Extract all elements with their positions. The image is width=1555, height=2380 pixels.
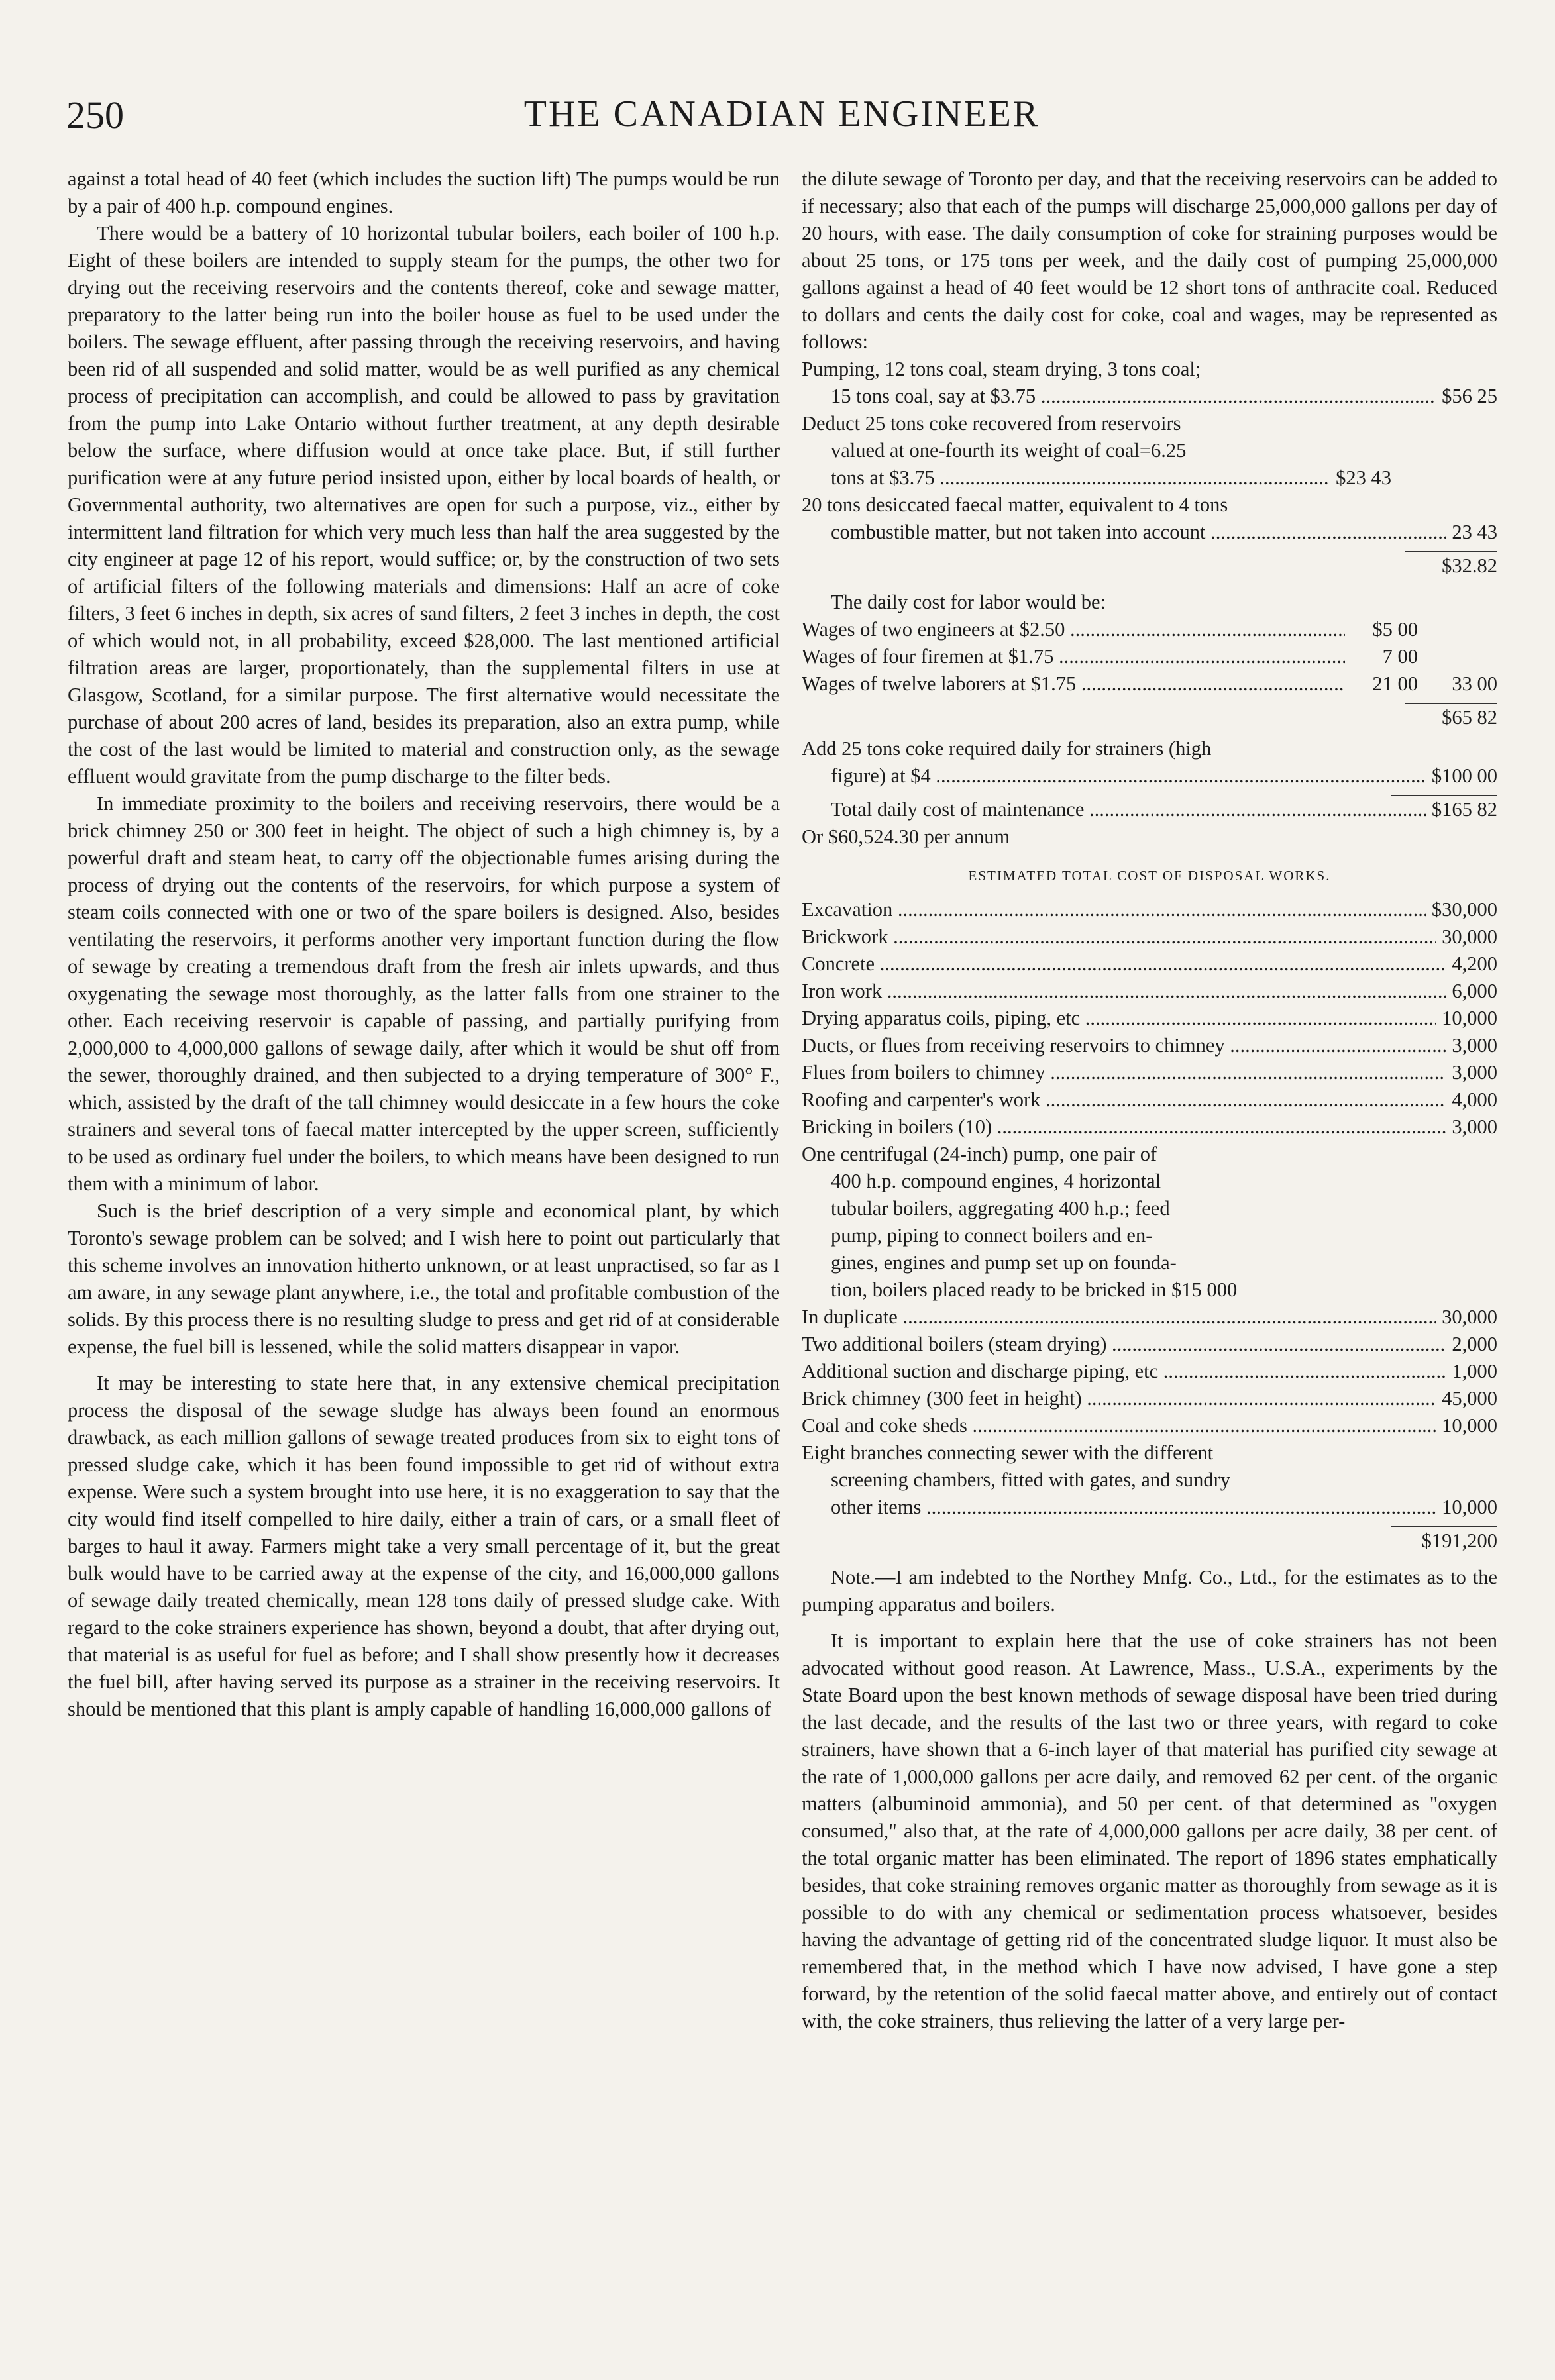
annual-cost: Or $60,524.30 per annum <box>802 825 1010 848</box>
labor-table <box>802 616 1497 731</box>
paragraph: In immediate proximity to the boilers and receiving reservoirs, there would be a brick chimney 250 or 300 feet in height. The object of such a high chimney is, by a powerful draft and steam heat, to carry off the objectionable fumes arising during the process of drying out the contents of the reservoirs, for which purpose a system of steam coils connected with one or two of the spare boilers is designed. Also, besides ventilating the reservoirs, it performs another very important function during the flow of sewage by creating a tremendous draft from the fresh air inlets upwards, and thus oxygenating the sewage most thoroughly, as the latter falls from one strainer to the other. Each receiving reservoir is capable of passing, and partially purifying from 2,000,000 to 4,000,000 gallons of sewage daily, after which it would be shut off from the sewer, thoroughly drained, and then subjected to a drying temperature of 300° F., which, assisted by the draft of the tall chimney would desiccate in a few hours the coke strainers and several tons of faecal matter intercepted by the upper screen, sufficiently to be used as ordinary fuel under the boilers, to which means have been designed to run them with a minimum of labor. <box>68 792 780 1195</box>
estimate-label: Excavation <box>802 898 893 921</box>
labor-line-label: Wages of four firemen at $1.75 <box>802 645 1054 668</box>
cost-line-amount: 23 43 <box>1452 521 1497 543</box>
estimate-label: Brick chimney (300 feet in height) <box>802 1387 1082 1410</box>
subtotal: $65 82 <box>1442 706 1497 729</box>
labor-line <box>802 616 1497 643</box>
estimate-label: Coal and coke sheds <box>802 1414 967 1437</box>
estimate-table <box>802 896 1497 1555</box>
estimate-row <box>802 1331 1497 1358</box>
estimate-label: Concrete <box>802 953 875 975</box>
strainers-line-label: figure) at $4 <box>831 764 931 787</box>
estimate-amount: $30,000 <box>1431 898 1497 921</box>
total-line <box>802 796 1497 823</box>
estimate-amount: 45,000 <box>1442 1387 1497 1410</box>
estimate-amount: 3,000 <box>1452 1115 1497 1138</box>
strainers-line-label: Add 25 tons coke required daily for strainers (high <box>802 737 1212 760</box>
paragraph: against a total head of 40 feet (which includes the suction lift) The pumps would be run by a pair of 400 h.p. compound engines. <box>68 168 780 217</box>
journal-title: THE CANADIAN ENGINEER <box>523 93 1040 134</box>
cost-line <box>802 464 1497 492</box>
estimate-amount: 10,000 <box>1442 1496 1497 1518</box>
grand-total: $191,200 <box>1421 1529 1497 1552</box>
strainers-line-amount: $100 00 <box>1431 764 1497 787</box>
page-number: 250 <box>66 93 124 136</box>
cost-line-label: valued at one-fourth its weight of coal=6.25 <box>831 439 1187 462</box>
labor-line-label: Wages of two engineers at $2.50 <box>802 618 1065 641</box>
cost-line-label: 15 tons coal, say at $3.75 <box>831 385 1036 407</box>
estimate-row <box>802 1494 1497 1521</box>
labor-intro: The daily cost for labor would be: <box>831 591 1106 613</box>
estimate-label: Additional suction and discharge piping, etc <box>802 1360 1159 1382</box>
estimate-label: Two additional boilers (steam drying) <box>802 1333 1107 1355</box>
estimate-label: Iron work <box>802 980 883 1002</box>
estimate-row <box>802 1059 1497 1086</box>
pump-item-line: tion, boilers placed ready to be bricked in $15 000 <box>831 1278 1238 1301</box>
estimate-row <box>802 1005 1497 1032</box>
subtotal: $32.82 <box>1442 554 1497 577</box>
estimate-row <box>802 978 1497 1005</box>
labor-line-amount: $5 00 <box>1372 618 1418 641</box>
estimate-row <box>802 923 1497 951</box>
labor-line <box>802 643 1497 670</box>
cost-line-label: combustible matter, but not taken into account <box>831 521 1206 543</box>
estimate-amount: 3,000 <box>1452 1034 1497 1057</box>
estimate-amount: 1,000 <box>1452 1360 1497 1382</box>
cost-table <box>802 356 1497 580</box>
estimate-label: Brickwork <box>802 925 888 948</box>
estimate-amount: 2,000 <box>1452 1333 1497 1355</box>
estimate-amount: 6,000 <box>1452 980 1497 1002</box>
labor-line-label: Wages of twelve laborers at $1.75 <box>802 672 1077 695</box>
estimate-label: Drying apparatus coils, piping, etc <box>802 1007 1081 1029</box>
page-header <box>66 93 1497 146</box>
labor-line-amount: 21 00 <box>1372 672 1418 695</box>
estimate-row <box>802 1113 1497 1141</box>
pump-item-line: pump, piping to connect boilers and en- <box>831 1224 1153 1247</box>
estimate-amount: 3,000 <box>1452 1061 1497 1084</box>
pump-item-line: tubular boilers, aggregating 400 h.p.; feed <box>831 1197 1170 1219</box>
cost-line <box>802 383 1497 410</box>
estimate-row <box>802 1032 1497 1059</box>
estimate-amount: 10,000 <box>1442 1414 1497 1437</box>
estimate-amount: 30,000 <box>1442 925 1497 948</box>
estimate-amount: 30,000 <box>1442 1306 1497 1328</box>
estimate-amount: 4,000 <box>1452 1088 1497 1111</box>
cost-line-label: tons at $3.75 <box>831 466 935 489</box>
cost-line-label: Deduct 25 tons coke recovered from reservoirs <box>802 412 1181 435</box>
estimate-row <box>802 1086 1497 1113</box>
estimate-title: ESTIMATED TOTAL COST OF DISPOSAL WORKS. <box>968 868 1331 884</box>
right-column <box>802 166 1497 2035</box>
cost-line <box>802 519 1497 546</box>
pump-item-line: gines, engines and pump set up on founda- <box>831 1251 1177 1274</box>
estimate-row <box>802 1358 1497 1385</box>
estimate-label: Ducts, or flues from receiving reservoirs to chimney <box>802 1034 1225 1057</box>
estimate-amount: 4,200 <box>1452 953 1497 975</box>
strainers-line <box>802 762 1497 790</box>
closing-paragraph: It is important to explain here that the use of coke strainers has not been advocated without good reason. At Lawrence, Mass., U.S.A., experiments by the State Board upon the best known methods of sewage disposal have been tried during the last decade, and the results of the last two or three years, with regard to coke strainers, have shown that a 6-inch layer of that material has purified city sewage at the rate of 1,000,000 gallons per acre daily, and removed 62 per cent. of the organic matters (albuminoid ammonia), and 50 per cent. of that determined as "oxygen consumed," also that, at the rate of 4,000,000 gallons per acre daily, 38 per cent. of the total organic matter has been eliminated. The report of 1896 states emphatically besides, that coke straining removes organic matter as thoroughly from sewage as it is possible to do with any chemical or sedimentation process whatsoever, besides having the advantage of getting rid of the concentrated sludge liquor. It must also be remembered that, in the method which I have now advised, I have gone a step forward, by the retention of the solid faecal matter above, and entirely out of contact with, the coke strainers, thus relieving the latter of a very large per- <box>802 1630 1497 2032</box>
cost-line-amount: $23 43 <box>1336 466 1391 489</box>
estimate-label: In duplicate <box>802 1306 898 1328</box>
pump-item-line: One centrifugal (24-inch) pump, one pair of <box>802 1143 1157 1165</box>
labor-line <box>802 670 1497 698</box>
estimate-row <box>802 1385 1497 1412</box>
branches-line: screening chambers, fitted with gates, and sundry <box>831 1469 1231 1491</box>
pump-item <box>802 1141 1497 1304</box>
estimate-label: Bricking in boilers (10) <box>802 1115 992 1138</box>
labor-line-amount: 7 00 <box>1382 645 1418 668</box>
total-amount: $165 82 <box>1431 798 1497 821</box>
estimate-row <box>802 1412 1497 1439</box>
paragraph: Such is the brief description of a very simple and economical plant, by which Toronto's sewage problem can be solved; and I wish here to point out particularly that this scheme involves an innovation hitherto unknown, or at least unpractised, so far as I am aware, in any sewage plant anywhere, i.e., the total and profitable combustion of the solids. By this process there is no resulting sludge to press and get rid of at considerable expense, the fuel bill is lessened, while the solid matters disappear in vapor. <box>68 1200 780 1358</box>
estimate-row <box>802 896 1497 923</box>
intro-paragraph: the dilute sewage of Toronto per day, and that the receiving reservoirs can be added to if necessary; also that each of the pumps will discharge 25,000,000 gallons per day of 20 hours, with ease. The daily consumption of coke for straining purposes would be about 25 tons, or 175 tons per week, and the daily cost of pumping 25,000,000 gallons against a head of 40 feet would be 12 short tons of anthracite coal. Reduced to dollars and cents the daily cost for coke, coal and wages, may be represented as follows: <box>802 168 1497 353</box>
estimate-label: Roofing and carpenter's work <box>802 1088 1041 1111</box>
paragraph: There would be a battery of 10 horizontal tubular boilers, each boiler of 100 h.p. Eight of these boilers are intended to supply steam for the pumps, the other two for drying out the receiving reservoirs and the contents thereof, coke and sewage matter, preparatory to the latter being run into the boiler house as fuel to be used under the boilers. The sewage effluent, after passing through the receiving reservoirs, and having been rid of all suspended and solid matter, would be as well purified as any chemical process of precipitation can accomplish, and could be allowed to pass by gravitation from the pump into Lake Ontario without further treatment, at any depth desirable below the surface, where diffusion would at once take place. But, if still further purification were at any future period insisted upon, either by local boards of health, or Governmental authority, two alternatives are open for such a purpose, viz., either by intermittent land filtration for which very much less than half the area suggested by the city engineer at page 12 of his report, would suffice; or, by the construction of two sets of artificial filters of the following materials and dimensions: Half an acre of coke filters, 3 feet 6 inches in depth, six acres of sand filters, 2 feet 3 inches in depth, the cost of which would not, in all probability, exceed $28,000. The last mentioned artificial filtration areas are larger, proportionately, than the supplemental filters in use at Glasgow, Scotland, for a similar purpose. The first alternative would necessitate the purchase of about 200 acres of land, besides its preparation, also an extra pump, while the cost of the last would be limited to material and construction only, as the sewage effluent would gravitate from the pump discharge to the filter beds. <box>68 222 780 788</box>
branches-line: other items <box>831 1496 922 1518</box>
cost-line-amount: $56 25 <box>1442 385 1497 407</box>
total-label: Total daily cost of maintenance <box>831 798 1085 821</box>
labor-line-total: 33 00 <box>1452 672 1497 695</box>
branches-line: Eight branches connecting sewer with the different <box>802 1441 1214 1464</box>
estimate-row <box>802 1304 1497 1331</box>
pump-item-line: 400 h.p. compound engines, 4 horizontal <box>831 1170 1161 1192</box>
cost-line-label: Pumping, 12 tons coal, steam drying, 3 tons coal; <box>802 358 1201 380</box>
note-paragraph: Note.—I am indebted to the Northey Mnfg. Co., Ltd., for the estimates as to the pumping apparatus and boilers. <box>802 1566 1497 1616</box>
cost-line-label: 20 tons desiccated faecal matter, equivalent to 4 tons <box>802 493 1228 516</box>
estimate-row <box>802 951 1497 978</box>
paragraph: It may be interesting to state here that, in any extensive chemical precipitation process the disposal of the sewage sludge has always been found an enormous drawback, as each million gallons of sewage treated produces from six to eight tons of pressed sludge cake, which it has been found impossible to get rid of without extra expense. Were such a system brought into use here, it is no exaggeration to say that the city would find itself compelled to hire daily, either a train of cars, or a small fleet of barges to haul it away. Farmers might take a very small percentage of it, but the great bulk would have to be carried away at the expense of the city, and 16,000,000 gallons of sewage daily treated chemically, mean 128 tons daily of pressed sludge cake. With regard to the coke strainers experience has shown, beyond a doubt, that after drying out, that material is as useful for fuel as before; and I shall show presently how it decreases the fuel bill, after having served its purpose as a strainer in the receiving reservoirs. It should be mentioned that this plant is amply capable of handling 16,000,000 gallons of <box>68 1372 780 1720</box>
branches-item <box>802 1439 1497 1521</box>
estimate-amount: 10,000 <box>1442 1007 1497 1029</box>
left-column <box>68 166 780 1723</box>
estimate-label: Flues from boilers to chimney <box>802 1061 1046 1084</box>
